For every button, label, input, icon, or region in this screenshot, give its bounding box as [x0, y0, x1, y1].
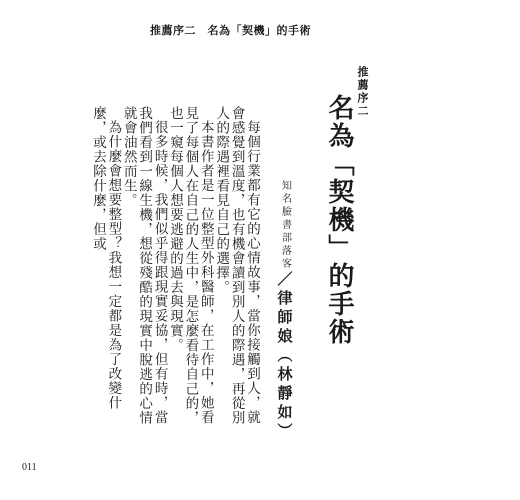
chapter-title: 名為「契機」的手術: [324, 94, 354, 346]
body-paragraph: 很多時候，我們似乎得跟現實妥協，但有時，當我們看到一線生機，想從殘酷的現實中脫逃的心情就會油然而生。: [120, 106, 168, 425]
author-role: 知名臉書部落客: [279, 180, 291, 271]
author-name: ／律師娘（林靜如）: [275, 271, 294, 442]
foreword-kicker: 推薦序二: [356, 66, 369, 118]
page-number: 011: [22, 462, 37, 473]
body-paragraph: 為什麼會想要整型？我想一定都是為了改變什麼，或去除什麼，但或: [89, 106, 122, 410]
body-text: [89, 106, 260, 436]
body-paragraph: 每個行業都有它的心情故事，當你接觸到人，就會感覺到溫度，也有機會讀到別人的際遇，再從別人的際遇裡看見自己的選擇。: [213, 106, 260, 425]
author-byline: [276, 180, 293, 442]
body-paragraph: 本書作者是一位整型外科醫師，在工作中，她看見了每個人在自己的人生中，是怎麼看待自己的，也一窺每個人想要逃避的過去與現實。: [166, 106, 214, 425]
running-header: 推薦序二 名為「契機」的手術: [150, 24, 311, 37]
